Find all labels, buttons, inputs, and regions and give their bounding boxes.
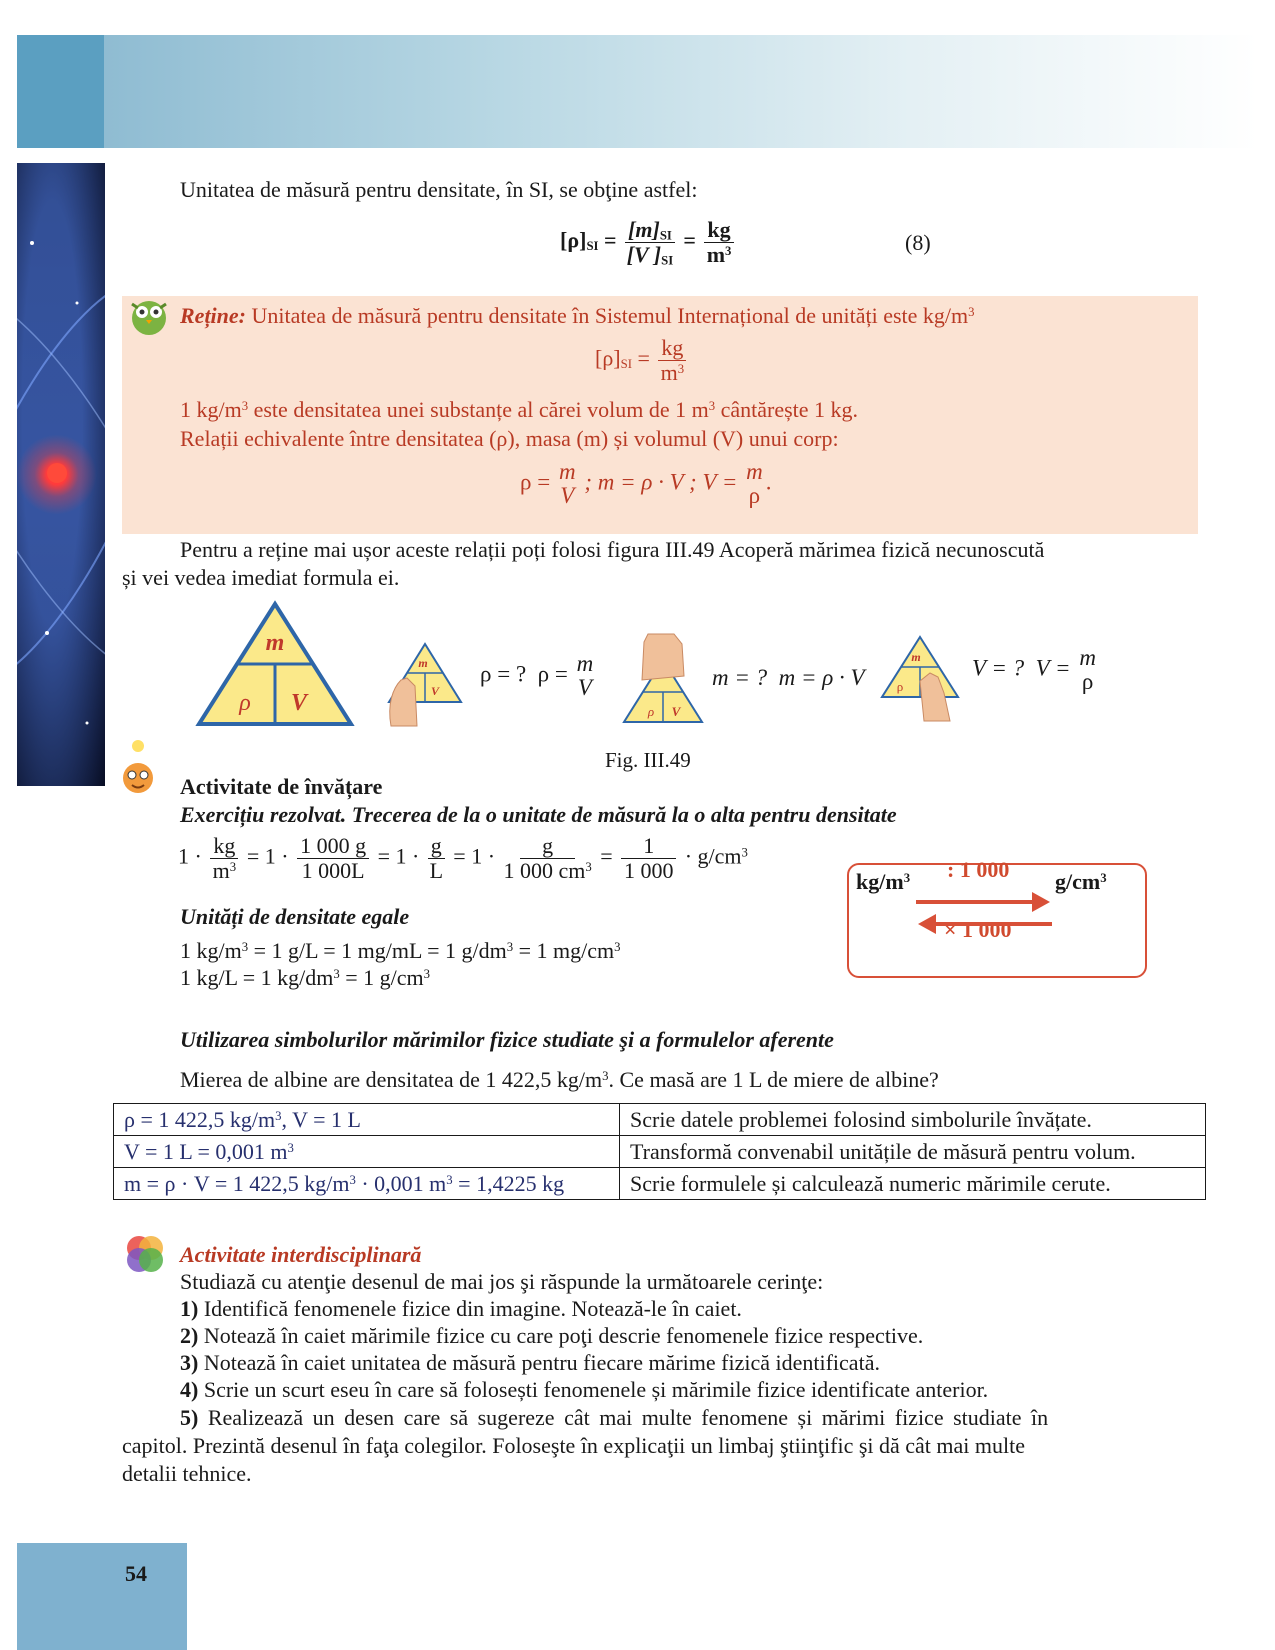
conv-divide-label: : 1 000 <box>947 857 1010 882</box>
v-question: V = ? V = m ρ <box>972 645 1096 694</box>
task-3: 3) Notează în caiet unitatea de măsură pentru fiecare mărime fizică identificată. <box>180 1350 880 1375</box>
retine-formula: $[\rho]_{SI}$ = $\frac{kg}{m^3}$ <box>595 336 689 385</box>
equal-units-line2: 1 kg/L = 1 $kg/dm^3 = 1$ $g/cm^3$ <box>180 965 431 990</box>
small-tri-rho: ρ <box>647 704 655 719</box>
triangle-hand-cover-v <box>880 633 970 725</box>
triangle-hand-cover-rho <box>385 640 465 730</box>
page-number: 54 <box>125 1561 147 1586</box>
conversion-arrows-icon <box>914 892 1054 934</box>
equation-number: (8) <box>905 230 931 255</box>
small-tri-v: V <box>430 684 440 698</box>
triangle-v-label: V <box>290 690 308 716</box>
header-left-block <box>17 35 104 148</box>
interdisciplinary-intro: Studiază cu atenţie desenul de mai jos şi răspunde la următoarele cerinţe: <box>180 1269 824 1294</box>
learning-activity-title: Activitate de învățare <box>180 774 383 799</box>
equal-units-line1: 1 $kg/m^3 = 1$ g/L = 1 mg/mL = 1 $g/dm^3 = 1$ $mg/cm^3$ <box>180 938 621 963</box>
owl-icon <box>124 290 174 338</box>
exercise-title: Exercițiu rezolvat. Trecerea de la o unitate de măsură la o alta pentru densitate <box>180 802 897 827</box>
small-tri-rho3: ρ <box>896 679 904 694</box>
retine-statement: Reține: Unitatea de măsură pentru densitate în Sistemul Internațional de unități este $kg/m^3$ <box>180 303 975 328</box>
student-idea-icon <box>120 738 160 796</box>
equal-units-title: Unități de densitate egale <box>180 904 410 929</box>
conv-multiply-label: × 1 000 <box>944 917 1012 942</box>
density-triangle <box>195 600 355 728</box>
conv-left-unit: $kg/m^3$ <box>856 869 911 894</box>
header-gradient-bar <box>104 35 1258 148</box>
table-cell-data: m = ρ · V = 1 422,5 $kg/m^3 \cdot 0,001$ $m^3 = 1,4225$ kg <box>114 1168 620 1200</box>
honey-problem: Mierea de albine are densitatea de 1 422,5 $kg/m^3$. Ce masă are 1 L de miere de albine? <box>180 1067 939 1092</box>
side-atom-image <box>17 163 105 786</box>
task-5-continued-2: detalii tehnice. <box>122 1461 252 1486</box>
triangle-m-label: m <box>265 630 285 656</box>
atom-orbits-icon <box>17 163 105 786</box>
table-cell-instruction: Scrie formulele și calculează numeric mărimile cerute. <box>620 1168 1206 1200</box>
table-row <box>114 1104 1206 1136</box>
table-cell-data: V = 1 L = 0,001 $m^3$ <box>114 1136 620 1168</box>
si-unit-formula: $[\rho]_{SI}$ = $\frac{[m]_{SI}}{[V ]_{SI}}$ = $\frac{kg}{m^3}$ <box>560 218 737 267</box>
conv-right-unit: $g/cm^3$ <box>1055 869 1107 894</box>
rho-question: ρ = ? ρ = m V <box>480 651 594 700</box>
task-5-continued-1: capitol. Prezintă desenul în faţa colegilor. Foloseşte în explicaţii un limbaj ştiinţific şi dă cât mai multe <box>122 1433 1025 1458</box>
hand-icon <box>642 634 684 680</box>
table-cell-instruction: Transformă convenabil unitățile de măsură pentru volum. <box>620 1136 1206 1168</box>
figure-intro-line2: și vei vedea imediat formula ei. <box>122 565 400 590</box>
task-2: 2) Notează în caiet mărimile fizice cu care poţi descrie fenomenele fizice respective. <box>180 1323 924 1348</box>
table-row <box>114 1136 1206 1168</box>
task-1: 1) Identifică fenomenele fizice din imagine. Notează-le în caiet. <box>180 1296 742 1321</box>
hand-icon <box>390 678 417 726</box>
triangle-rho-label: ρ <box>239 690 251 716</box>
symbols-usage-title: Utilizarea simbolurilor mărimilor fizice studiate şi a formulelor aferente <box>180 1027 834 1052</box>
small-tri-v2: V <box>671 704 681 719</box>
triangle-hand-cover-m <box>618 630 708 726</box>
small-tri-m: m <box>418 656 428 670</box>
solution-table <box>113 1103 1206 1200</box>
table-row <box>114 1168 1206 1200</box>
task-5: 5) Realizează un desen care să sugereze cât mai multe fenomene și mărimi fizice studiate în <box>180 1405 1049 1430</box>
figure-intro-line1: Pentru a reține mai ușor aceste relații poți folosi figura III.49 Acoperă mărimea fizică necunoscută <box>180 537 1045 562</box>
task-4: 4) Scrie un scurt eseu în care să folosești fenomenele și mărimile fizice identificate anterior. <box>180 1377 989 1402</box>
table-cell-data: ρ = 1 422,5 $kg/m^3$, V = 1 L <box>114 1104 620 1136</box>
intro-line: Unitatea de măsură pentru densitate, în SI, se obţine astfel: <box>180 177 698 202</box>
small-tri-m3: m <box>911 650 921 664</box>
interdisciplinary-icon <box>122 1232 168 1278</box>
retine-definition: 1 $kg/m^3$ este densitatea unei substanțe al cărei volum de 1 $m^3$ cântărește 1 kg. <box>180 397 859 422</box>
retine-relations: Relații echivalente între densitatea (ρ), masa (m) și volumul (V) unui corp: <box>180 426 839 451</box>
interdisciplinary-title: Activitate interdisciplinară <box>180 1242 422 1267</box>
table-cell-instruction: Scrie datele problemei folosind simbolurile învățate. <box>620 1104 1206 1136</box>
conversion-chain: 1 · $\frac{kg}{m^3}$ = 1 · $\frac{1 000 g}{1 000L}$ = 1 · $\frac{g}{L}$ = 1 · $\frac{g}{1 000 cm^3}$ = $\frac{1}{1 000}$ · $g/cm^3$ <box>178 833 748 883</box>
retine-relations-formulas: ρ = m V ; m = ρ · V ; V = m ρ . <box>520 459 772 508</box>
footer-block <box>17 1543 187 1650</box>
m-question: m = ? m = ρ · V <box>712 665 865 690</box>
figure-caption: Fig. III.49 <box>605 748 691 772</box>
